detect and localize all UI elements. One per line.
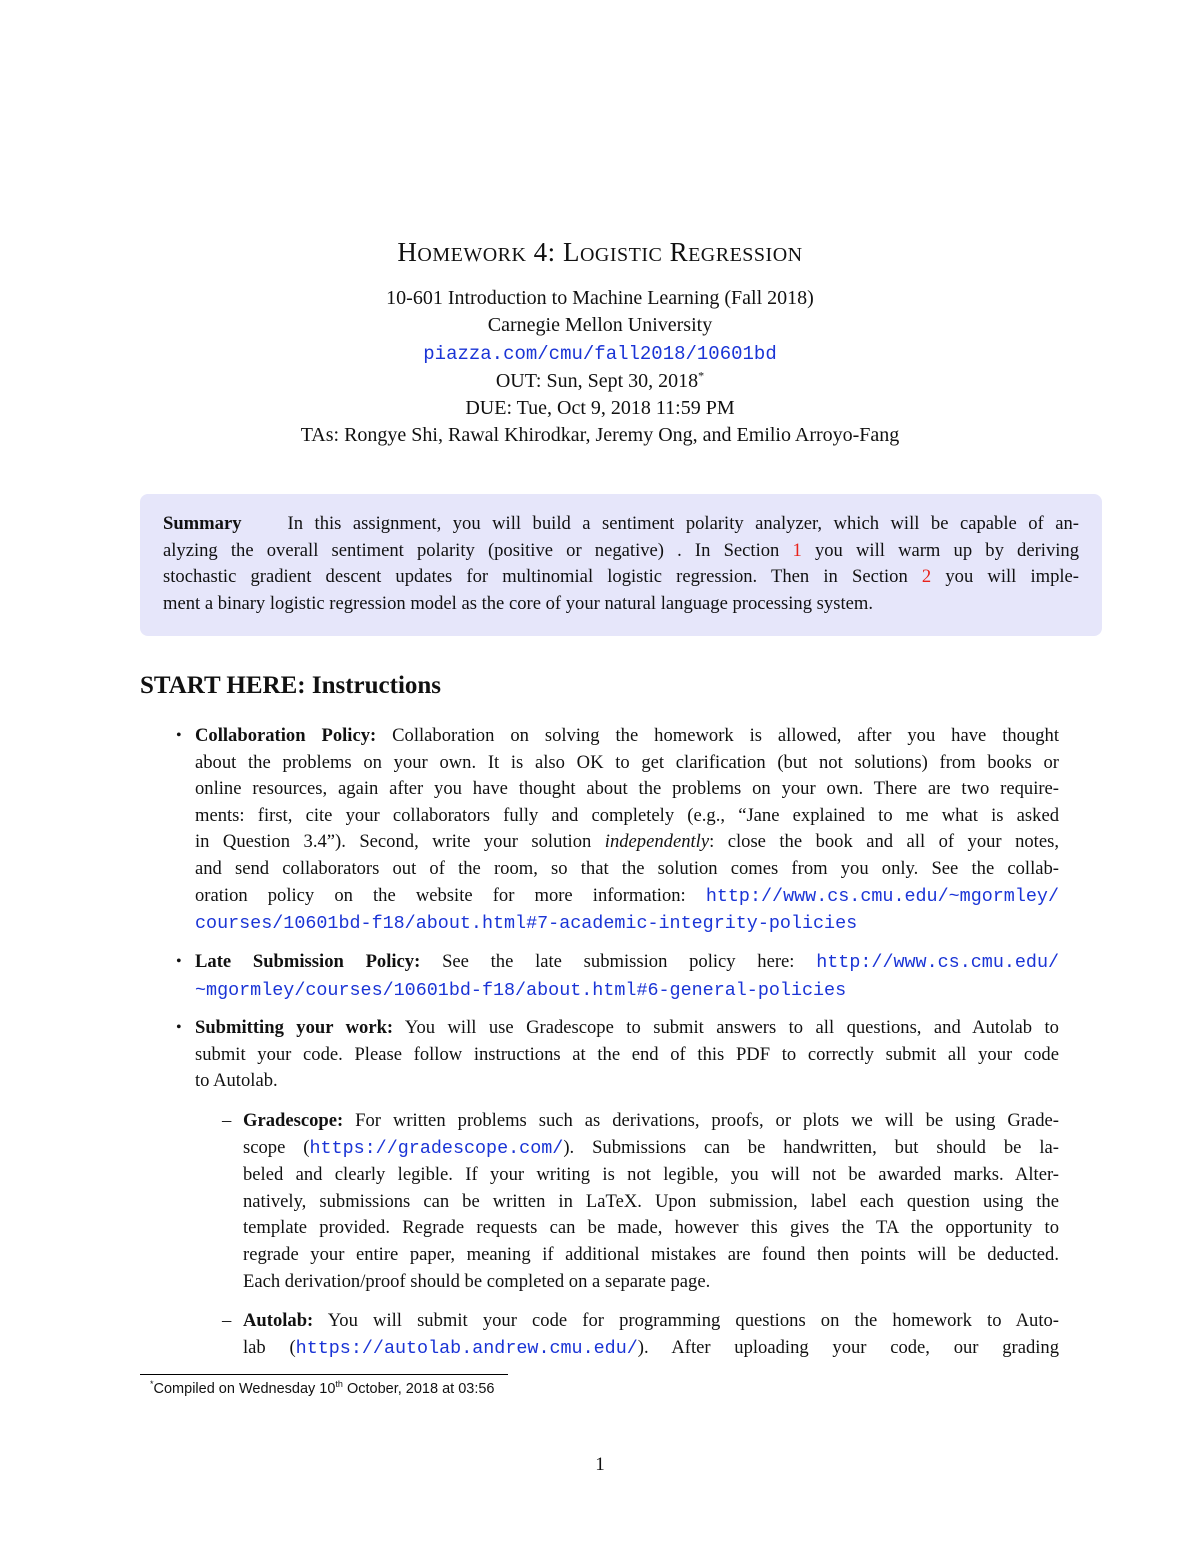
academic-integrity-link[interactable]: http://www.cs.cmu.edu/~mgormley/ [705,885,1059,907]
gradescope-link[interactable]: https://gradescope.com/ [309,1137,564,1159]
dash-icon: – [222,1310,232,1331]
bullet-icon: • [176,727,182,744]
section-2-link[interactable]: 2 [921,566,932,587]
footnote-divider [140,1374,508,1375]
summary-line: stochastic gradient descent updates for multinomial logistic regression. Then in Section 2 you will imple- [163,566,1079,587]
summary-line: Summary In this assignment, you will build a sentiment polarity analyzer, which will be capable of an- [163,513,1079,534]
autolab-link[interactable]: https://autolab.andrew.cmu.edu/ [295,1337,638,1359]
late-policy-item: Late Submission Policy: See the late submission policy here: http://www.cs.cmu.edu/ ~mgormley/courses/10601bd-f18/about.html#6-general-policies [195,951,1060,1001]
instructions-heading: START HERE: Instructions [140,672,442,699]
summary-label: Summary [163,513,242,534]
university-name: Carnegie Mellon University [487,314,713,337]
page-title: HOMEWORK 4: LOGISTIC REGRESSION [397,237,803,267]
bullet-icon: • [176,1019,182,1036]
tas-line: TAs: Rongye Shi, Rawal Khirodkar, Jeremy Ong, and Emilio Arroyo-Fang [300,424,900,447]
out-date: OUT: Sun, Sept 30, 2018* [495,368,705,392]
submitting-work-item: Submitting your work: You will use Gradescope to submit answers to all questions, and Autolab to submit your code. Please follow instructions at the end of this PDF to correctly submit all your code to Autolab. [195,1017,1059,1092]
summary-box [140,494,1102,636]
piazza-link[interactable]: piazza.com/cmu/fall2018/10601bd [423,342,777,365]
piazza-link-line [0,340,1200,368]
section-1-link[interactable]: 1 [792,539,802,561]
late-policy-link[interactable]: http://www.cs.cmu.edu/ [816,952,1060,973]
summary-text [163,511,1079,617]
bullet-icon: • [176,953,182,970]
summary-line: alyzing the overall sentiment polarity (positive or negative) . In Section 1 you will warm up by deriving [163,539,1080,561]
footnote-mark[interactable]: * [698,368,705,383]
page-number: 1 [595,1454,605,1475]
autolab-item: Autolab: You will submit your code for programming questions on the homework to Auto- lab (https://autolab.andrew.cmu.edu/). After uploading your code, our grading [243,1310,1060,1359]
academic-integrity-link-cont[interactable]: courses/10601bd-f18/about.html#7-academic-integrity-policies [195,913,858,935]
footnote: *Compiled on Wednesday 10th October, 2018 at 03:56 [150,1379,495,1397]
course-name: 10-601 Introduction to Machine Learning (Fall 2018) [386,287,814,309]
dash-icon: – [222,1110,232,1131]
summary-line: ment a binary logistic regression model as the core of your natural language processing system. [163,592,873,614]
title-block [0,234,1200,450]
late-policy-link-cont[interactable]: ~mgormley/courses/10601bd-f18/about.html#6-general-policies [195,979,847,1001]
due-date: DUE: Tue, Oct 9, 2018 11:59 PM [465,397,735,420]
collaboration-policy-item: Collaboration Policy: Collaboration on solving the homework is allowed, after you have thought about the problems on your own. It is also OK to get clarification (but not solutions) from books or online resources, again after you have thought about the problems on your own. There are two require- ments: first, cite your collaborators fully and completely (e.g., “Jane explained to me what is asked in Question 3.4”). Second, write your solution independently: close the book and all of your notes, and send collaborators out of the room, so that the solution comes from you only. See the collab- oration policy on the website for more information: http://www.cs.cmu.edu/~mgormley/ courses/10601bd-f18/about.html#7-academic-integrity-policies [195,725,1060,935]
gradescope-item: Gradescope: For written problems such as derivations, proofs, or plots we will be using Grade- scope (https://gradescope.com/). Submissions can be handwritten, but should be la- beled and clearly legible. If your writing is not legible, you will not be awarded marks. Alter- natively, submissions can be written in LaTeX. Upon submission, label each question using the template provided. Regrade requests can be made, however this gives the TA the opportunity to regrade your entire paper, meaning if additional mistakes are found then points will be deducted. Each derivation/proof should be completed on a separate page. [243,1110,1059,1292]
